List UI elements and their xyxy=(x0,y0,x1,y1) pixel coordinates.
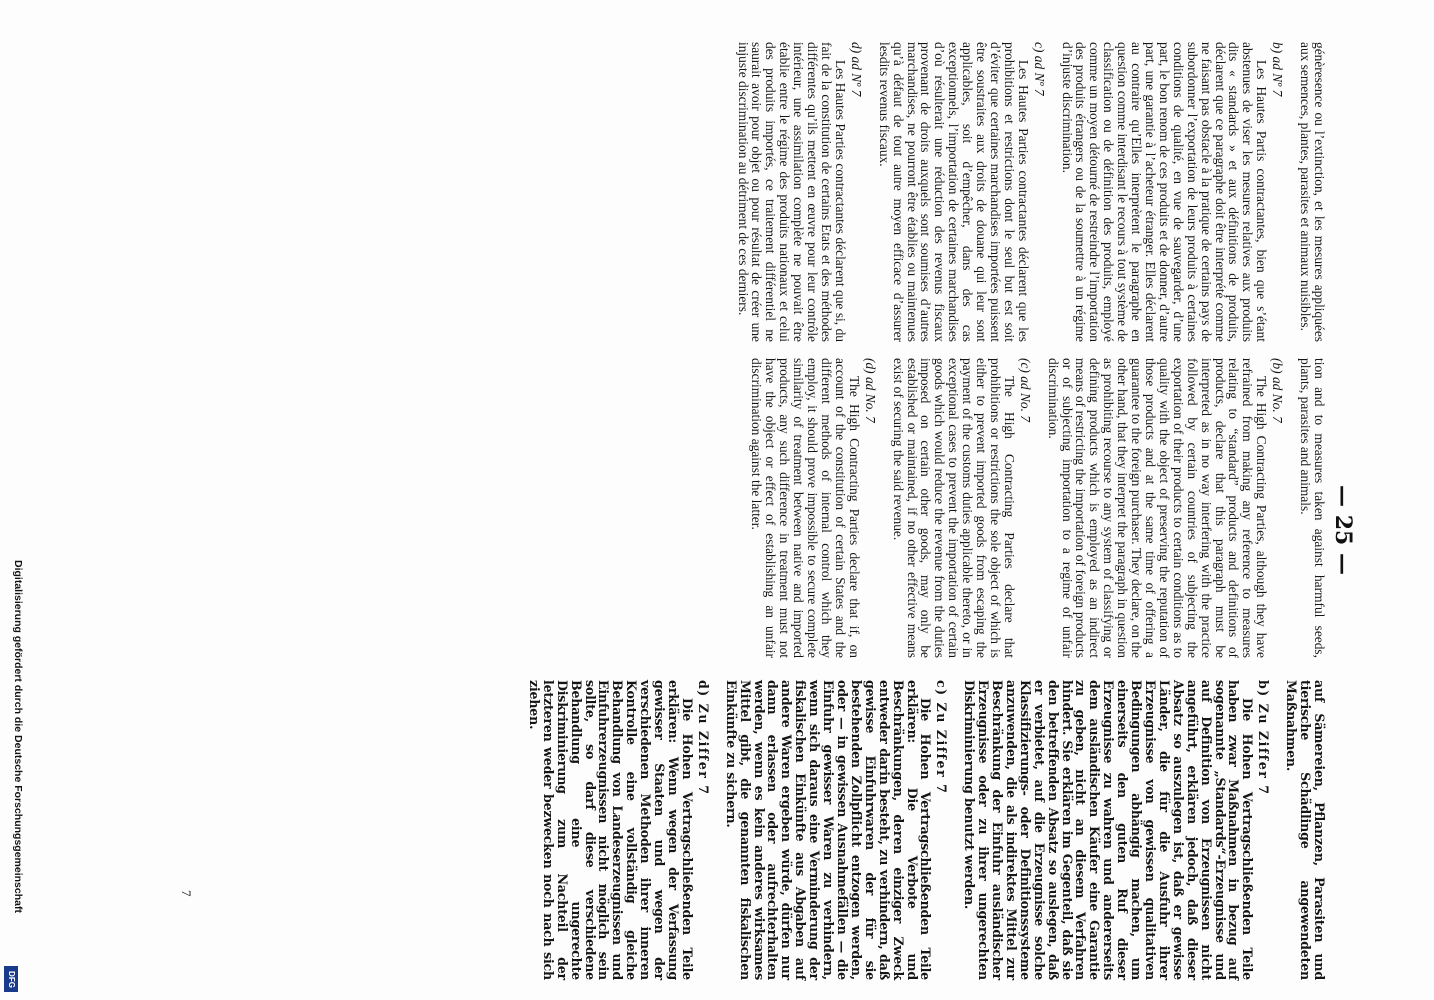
english-d-text: The High Contracting Parties declare that if, on account of the constitution of certain States and the different methods of internal control which they employ, it should prove impossible to secure complete similarity of treatment between native and imported products, any such difference in treatment must not have the object or effect of establishing an unfair discrimination against the latter. xyxy=(749,358,862,658)
margin-mark: 7 xyxy=(179,890,194,897)
dfg-logo-text: DFG xyxy=(6,970,16,988)
column-french xyxy=(736,42,1326,342)
german-c-text: Die Hohen Vertragschließenden Teile erklären: Die Verbote und Beschränkungen, deren einziger Zweck entweder darin besteht, zu verhindern, daß gewisse Einfuhrwaren der für sie bestehenden Zollpflicht entzogen werden, oder — in gewissen Ausnahmefällen — die Einfuhr gewisser Waren zu verhindern, wenn sich daraus eine Verminderung der fiskalischen Einkünfte aus Abgaben auf andere Waren ergeben würde, dürfen nur dann erlassen oder aufrechterhalten werden, wenn es kein anderes wirksames Mittel gibt, die genannten fiskalischen Einkünfte zu sichern. xyxy=(723,680,934,980)
column-english xyxy=(750,358,1326,658)
german-b-heading: b) Zu Ziffer 7 xyxy=(1256,680,1272,796)
german-intro: auf Sämereien, Pflanzen, Parasiten und tierische Schädlinge angewendeten Maßnahmen. xyxy=(1284,680,1327,980)
french-d-text: Les Hautes Parties contractantes déclarent que si, du fait de la constitution de certains Etats et des méthodes différentes qu’ils mettent en œuvre pour leur contrôle intérieur, une assimilation complète ne pouvait être établie entre le régime des produits nationaux et celui des produits importés, ce traitement différentiel ne saurait avoir pour objet ou pour résultat de créer une injuste discrimination au détriment de ces derniers. xyxy=(735,42,848,342)
french-d-heading: d) ad Nº 7 xyxy=(848,42,864,97)
german-b-text: Die Hohen Vertragschließenden Teile haben zwar Maßnahmen in bezug auf sogenannte „Standards“-Erzeugnisse und auf Definition von Erzeugnissen nicht angeführt, erklären jedoch, daß dieser Absatz so auszulegen ist, daß er gewisse Länder, die für die Ausfuhr ihrer Erzeugnisse von gewissen qualitativen Bedingungen abhängig machen, um einerseits den guten Ruf dieser Erzeugnisse zu wahren und andererseits dem ausländischen Käufer eine Garantie zu geben, nicht an diesem Verfahren hindert. Sie erklären im Gegenteil, daß sie den betreffenden Absatz so auslegen, daß er verbietet, auf die Erzeugnisse solche Klassifizierungs- oder Definitionssysteme anzuwenden, die als indirektes Mittel zur Beschränkung der Einfuhr ausländischer Erzeugnisse oder zu ihrer ungerechten Diskriminierung benutzt werden. xyxy=(962,680,1256,980)
french-b-text: Les Hautes Partis contractantes, bien que s’étant abstenues de viser les mesures relatives aux produits dits « standards » et aux définitions de produits, déclarent que ce paragraphe doit être interprété comme ne faisant pas obstacle à la pratique de certains pays de subordonner l’exportation de leurs produits à certaines conditions de qualité, en vue de sauvegarder, d’une part, le bon renom de ces produits et de donner, d’autre part, une garantie à l’acheteur étranger. Elles déclarent au contraire qu’Elles interprètent le paragraphe en question comme interdisant le recours à tout système de classification ou de définition des produits, employé comme un moyen détourné de restreindre l’importation des produits étrangers ou de la soumettre à un régime d’injuste discrimination. xyxy=(1059,42,1270,342)
english-b-heading: (b) ad No. 7 xyxy=(1270,358,1286,423)
french-c-text: Les Hautes Parties contractantes déclarent que les prohibitions et restrictions dont le seul but est soit d’éviter que certaines marchandises importées puissent être soustraites aux droits de douane qui leur sont applicables, soit d’empêcher, dans des cas exceptionnels, l’importation de certaines marchandises d’où résulterait une réduction des revenus fiscaux provenant de droits auxquels sont soumises d’autres marchandises, ne pourront être établies ou maintenues qu’à défaut de tout autre moyen efficace d’assurer lesdits revenus fiscaux. xyxy=(876,42,1031,342)
english-c-heading: (c) ad No. 7 xyxy=(1017,358,1033,422)
german-d-heading: d) Zu Ziffer 7 xyxy=(695,680,711,796)
english-c-text: The High Contracting Parties declare that prohibitions or restrictions the sole object of which is either to prevent imported goods from escaping the payment of the customs duties applicable thereto, or in exceptional cases to prevent the importation of certain goods which would reduce the revenue from the duties imposed on certain other goods, may only be established or maintained, if no other effective means exist of securing the said revenue. xyxy=(890,358,1017,658)
french-b-heading: b) ad Nº 7 xyxy=(1270,42,1286,97)
page-number: — 25 — xyxy=(1330,485,1356,575)
dfg-logo-icon xyxy=(4,966,18,992)
english-intro: tion and to measures taken against harmful seeds, plants, parasites and animals. xyxy=(1298,358,1327,658)
french-intro: génèresence ou l’extinction, et les mesures appliquées aux semences, plantes, parasites et animaux nuisibles. xyxy=(1298,42,1327,342)
german-d-text: Die Hohen Vertragschließenden Teile erklären: Wenn wegen der Verfassung gewisser Staaten und wegen der verschiedenen Methoden ihrer inneren Kontrolle eine vollständig gleiche Behandlung von Landeserzeugnissen und Einfuhrerzeugnissen nicht möglich sein sollte, so darf diese verschiedene Behandlung eine ungerechte Diskriminierung zum Nachteil der letzteren weder bezwecken noch nach sich ziehen. xyxy=(526,680,695,980)
credit-text: Digitalisierung gefördert durch die Deutsche Forschungsgemeinschaft xyxy=(12,560,24,913)
german-c-heading: c) Zu Ziffer 7 xyxy=(934,680,950,795)
digitization-credit xyxy=(2,560,32,1000)
french-c-heading: c) ad Nº 7 xyxy=(1031,42,1047,96)
column-german xyxy=(527,680,1326,980)
english-b-text: The High Contracting Parties, although they have refrained from making any reference to measures relating to “standard” products and definitions of products, declare that this paragraph must be interpreted as in no way interfering with the practice followed by certain countries of subjecting the exportation of their products to certain conditions as to quality with the object of preserving the reputation of those products and at the same time of offering a guarantee to the foreign purchaser. They declare, on the other hand, that they interpret the paragraph in question as prohibiting recourse to any system of classifying or defining products which is employed as an indirect means of restricting the importation of foreign products or of subjecting importation to a regime of unfair discrimination. xyxy=(1045,358,1270,658)
english-d-heading: (d) ad No. 7 xyxy=(862,358,878,423)
